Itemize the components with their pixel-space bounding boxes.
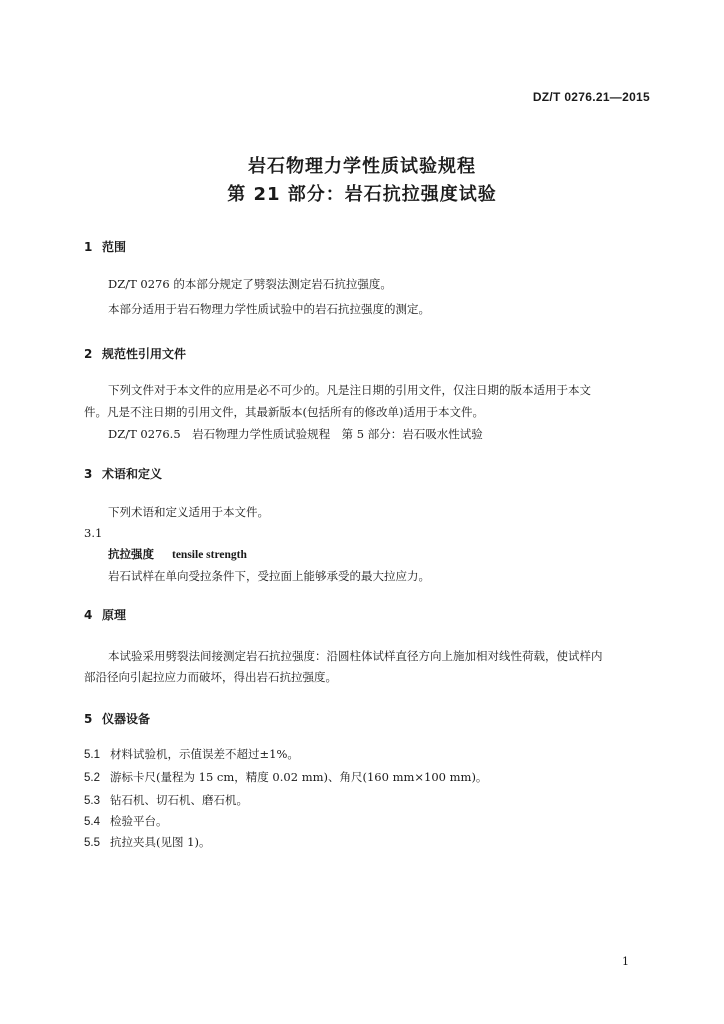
reference-item: DZ/T 0276.5 岩石物理力学性质试验规程 第 5 部分：岩石吸水性试验 [108, 427, 483, 441]
section-number: 3 [84, 467, 93, 481]
term-definition: 岩石试样在单向受拉条件下，受拉面上能够承受的最大拉应力。 [108, 569, 430, 583]
section-title: 范围 [102, 240, 127, 254]
item-text: 钻石机、切石机、磨石机。 [110, 793, 248, 807]
section-number: 2 [84, 347, 93, 361]
section-number: 4 [84, 608, 93, 622]
list-item [84, 792, 248, 808]
standard-code: DZ/T 0276.21—2015 [532, 90, 650, 104]
paragraph: 本部分适用于岩石物理力学性质试验中的岩石抗拉强度的测定。 [108, 302, 430, 316]
page-number: 1 [622, 955, 629, 968]
term-entry [108, 546, 247, 562]
list-item [84, 769, 487, 785]
paragraph: DZ/T 0276 的本部分规定了劈裂法测定岩石抗拉强度。 [108, 277, 392, 291]
paragraph-line: 下列文件对于本文件的应用是必不可少的。凡是注日期的引用文件，仅注日期的版本适用于本文 [108, 383, 591, 397]
section-number: 5 [84, 712, 93, 726]
section-title: 原理 [102, 608, 127, 622]
list-item [84, 746, 299, 762]
section-heading-normative-references [84, 345, 186, 362]
section-heading-scope [84, 238, 126, 255]
section-heading-terms [84, 465, 162, 482]
item-number: 5.1 [84, 749, 100, 761]
paragraph-line: 件。凡是不注日期的引用文件，其最新版本(包括所有的修改单)适用于本文件。 [84, 405, 484, 419]
item-text: 游标卡尺(量程为 15 cm，精度 0.02 mm)、角尺(160 mm×100 mm)。 [110, 770, 488, 784]
item-text: 抗拉夹具(见图 1)。 [110, 835, 211, 849]
document-subtitle: 第 21 部分：岩石抗拉强度试验 [227, 184, 497, 205]
section-title: 术语和定义 [102, 467, 163, 481]
paragraph-line: 部沿径向引起拉应力而破坏，得出岩石抗拉强度。 [84, 670, 337, 684]
item-text: 检验平台。 [110, 814, 168, 828]
item-number: 5.2 [84, 772, 100, 784]
term-english: tensile strength [172, 549, 247, 561]
term-chinese: 抗拉强度 [108, 547, 154, 561]
item-number: 5.5 [84, 837, 100, 849]
item-number: 5.4 [84, 816, 100, 828]
section-heading-apparatus [84, 710, 150, 727]
section-title: 规范性引用文件 [102, 347, 187, 361]
paragraph: 下列术语和定义适用于本文件。 [108, 505, 269, 519]
section-heading-principle [84, 606, 126, 623]
subsection-number: 3.1 [84, 526, 103, 540]
item-text: 材料试验机，示值误差不超过±1%。 [110, 747, 299, 761]
section-title: 仪器设备 [102, 712, 151, 726]
document-title: 岩石物理力学性质试验规程 [248, 156, 476, 177]
paragraph-line: 本试验采用劈裂法间接测定岩石抗拉强度：沿圆柱体试样直径方向上施加相对线性荷载，使试样内 [108, 649, 603, 663]
list-item [84, 813, 168, 829]
item-number: 5.3 [84, 795, 100, 807]
section-number: 1 [84, 240, 93, 254]
list-item [84, 834, 210, 850]
